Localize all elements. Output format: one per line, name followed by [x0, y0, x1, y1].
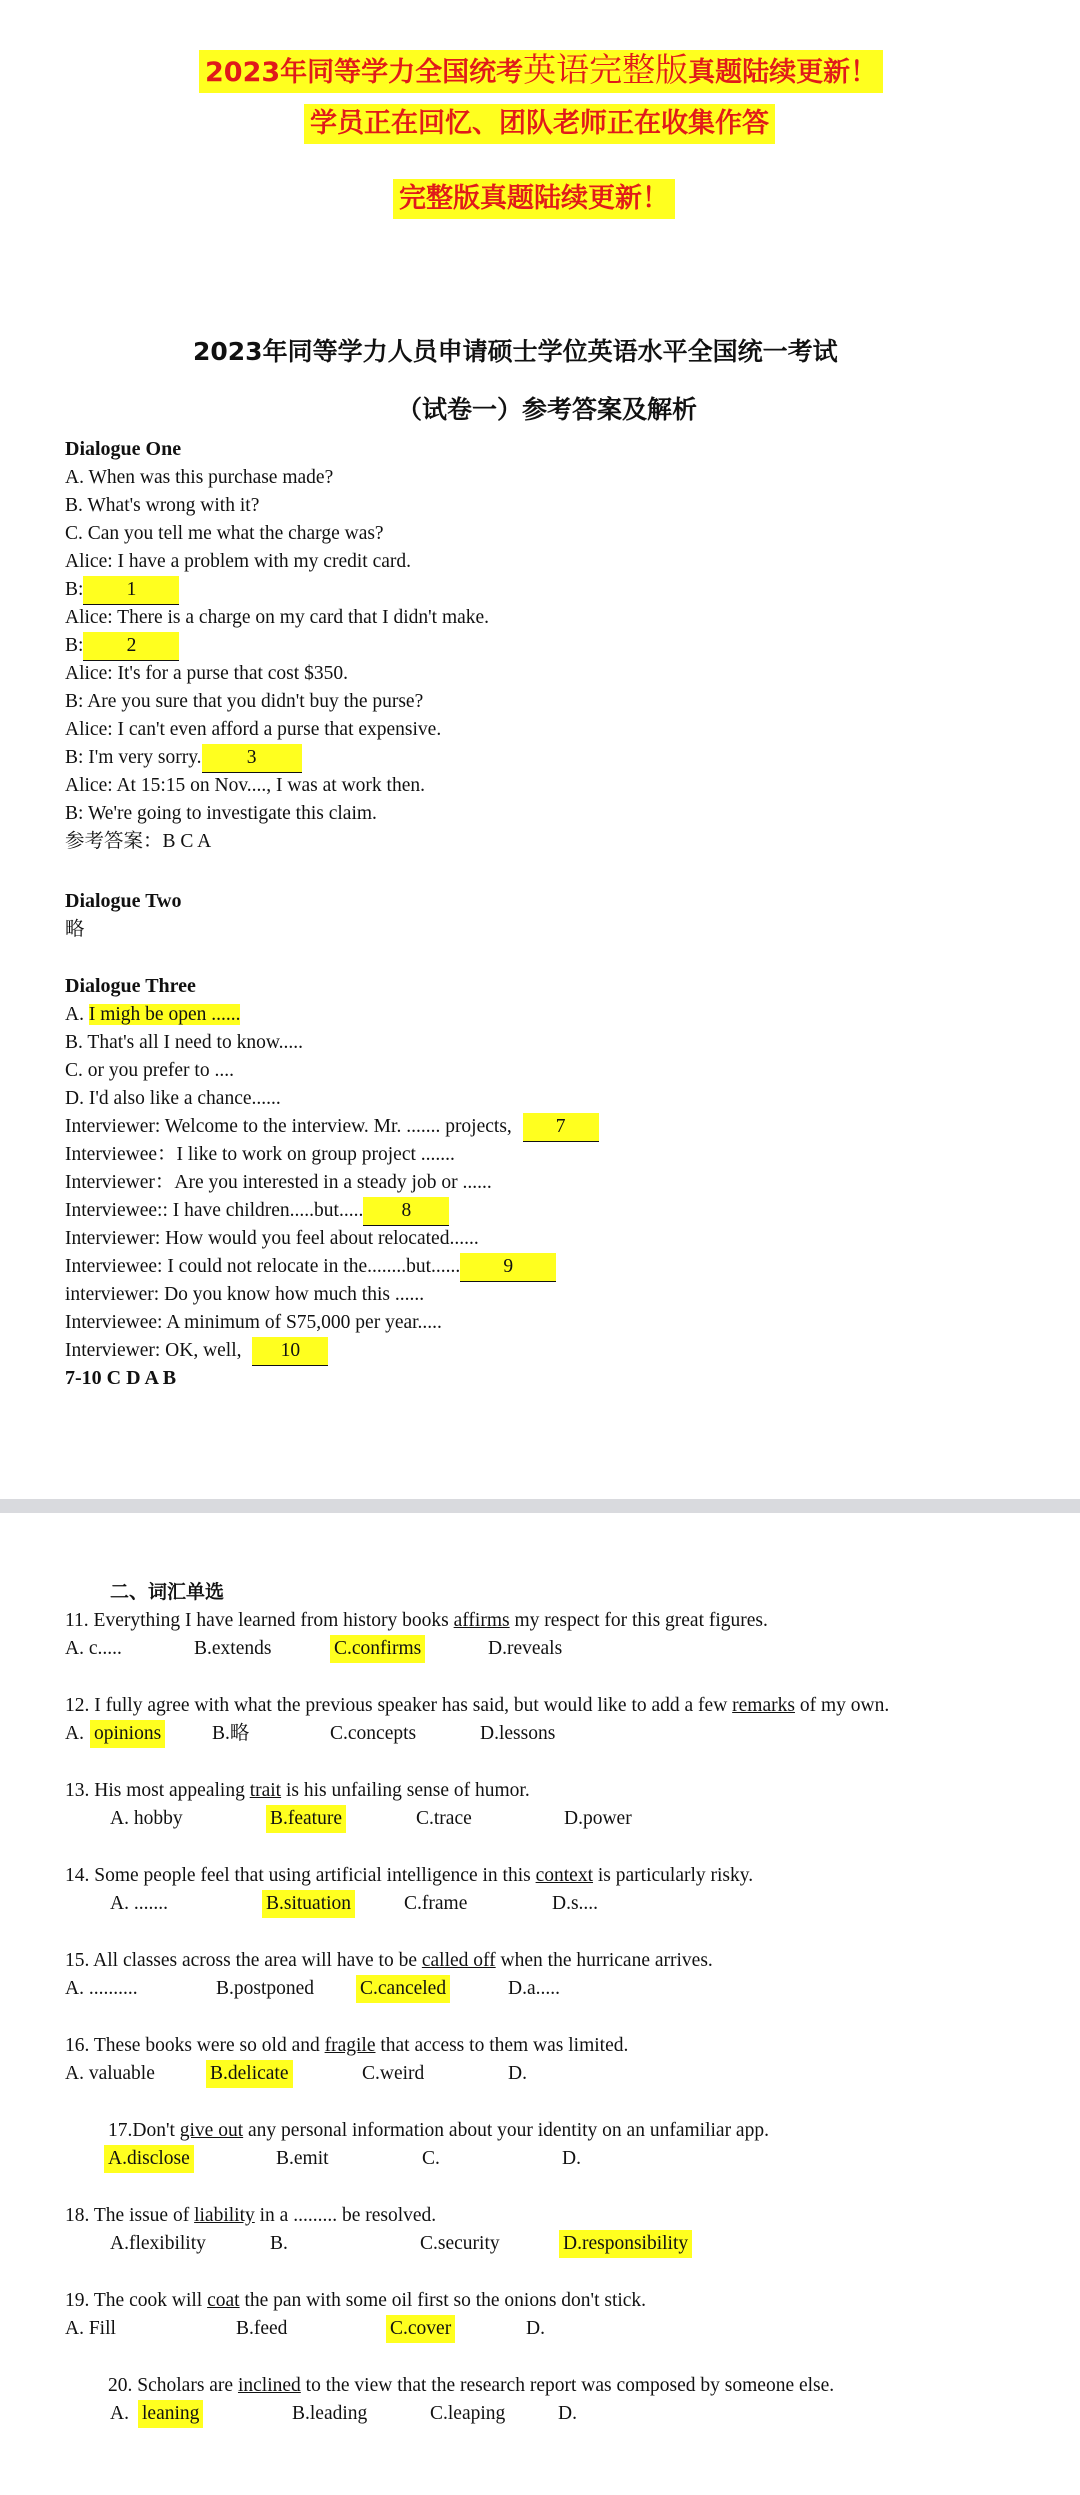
dialogue-three-line [65, 1337, 328, 1366]
question-20: 20. Scholars are inclined to the view that the research report was composed by someone else. [108, 2375, 835, 2396]
question-16: 16. These books were so old and fragile that access to them was limited. [65, 2035, 629, 2056]
dialogue-one-heading: Dialogue One [65, 438, 182, 460]
dialogue-one-line: B: We're going to investigate this claim. [65, 803, 377, 824]
question-15: 15. All classes across the area will have to be called off when the hurricane arrives. [65, 1950, 713, 1971]
speaker-text: B: I'm very sorry. [65, 747, 202, 768]
dialogue-three-heading: Dialogue Three [65, 975, 196, 997]
option-b: B.略 [212, 1723, 250, 1744]
dialogue-three-line [65, 1001, 240, 1029]
vocab-heading: 二、词汇单选 [110, 1581, 225, 1603]
question-12: 12. I fully agree with what the previous speaker has said, but would like to add a few remarks of my own. [65, 1695, 890, 1716]
target-word: trait [249, 1780, 282, 1801]
question-19: 19. The cook will coat the pan with some oil first so the onions don't stick. [65, 2290, 647, 2311]
page-subtitle: （试卷一）参考答案及解析 [397, 395, 698, 424]
dialogue-three-line: interviewer: Do you know how much this ...... [65, 1284, 425, 1305]
option-d: D.lessons [480, 1723, 556, 1744]
dialogue-two-body: 略 [65, 919, 85, 940]
target-word: affirms [453, 1610, 510, 1631]
answer-blank: 3 [202, 744, 302, 773]
dialogue-one-line [65, 576, 179, 605]
dialogue-two-heading: Dialogue Two [65, 890, 182, 912]
dialogue-three-line [65, 1197, 449, 1226]
option-a: A. .......... [65, 1978, 138, 1999]
dialogue-one-line: Alice: There is a charge on my card that I didn't make. [65, 607, 490, 628]
option-b: B.emit [276, 2148, 329, 2169]
banner-line-3: 完整版真题陆续更新！ [393, 179, 675, 219]
dialogue-three-line: Interviewee：I like to work on group project ....... [65, 1144, 455, 1165]
option-a: A. ....... [110, 1893, 168, 1914]
dialogue-one-line [65, 632, 179, 661]
dialogue-three-line [65, 1253, 556, 1282]
dialogue-one-line: Alice: I can't even afford a purse that expensive. [65, 719, 442, 740]
option-a: A. hobby [110, 1808, 183, 1829]
highlighted-option: I migh be open ...... [88, 1004, 241, 1025]
dialogue-one-line: B. What's wrong with it? [65, 495, 260, 516]
option-a-correct: A.disclose [104, 2145, 194, 2173]
dialogue-one-line: Alice: I have a problem with my credit card. [65, 551, 411, 572]
target-word: fragile [324, 2035, 376, 2056]
option-a: A. [110, 2403, 129, 2424]
banner-line-2: 学员正在回忆、团队老师正在收集作答 [304, 104, 775, 144]
option-d: D.s.... [552, 1893, 599, 1914]
option-c-correct: C.confirms [330, 1635, 425, 1663]
banner-line-1-b: 英语完整版 [523, 50, 689, 89]
question-18: 18. The issue of liability in a ......... be resolved. [65, 2205, 437, 2226]
option-a: A. valuable [65, 2063, 155, 2084]
option-b: B.extends [194, 1638, 272, 1659]
option-prefix: A. [65, 1004, 84, 1025]
option-c: C.concepts [330, 1723, 417, 1744]
dialogue-three-line: Interviewer：Are you interested in a steady job or ...... [65, 1172, 492, 1193]
answer-blank: 8 [363, 1197, 449, 1226]
option-c: C.frame [404, 1893, 468, 1914]
page-title: 2023年同等学力人员申请硕士学位英语水平全国统一考试 [193, 337, 838, 366]
banner-line-1 [199, 50, 883, 93]
question-11: 11. Everything I have learned from history books affirms my respect for this great figures. [65, 1610, 768, 1631]
option-a: A. c..... [65, 1638, 122, 1659]
dialogue-one-answer: 参考答案：B C A [65, 831, 212, 852]
option-a-correct: opinions [90, 1720, 165, 1748]
banner-line-1-a: 2023年同等学力全国统考 [205, 57, 524, 88]
option-a-correct: leaning [138, 2400, 203, 2428]
option-b-correct: B.delicate [206, 2060, 293, 2088]
option-a: A.flexibility [110, 2233, 206, 2254]
option-c: C.leaping [430, 2403, 506, 2424]
option-d: D.power [564, 1808, 632, 1829]
target-word: give out [179, 2120, 244, 2141]
option-a: A. [65, 1723, 84, 1744]
dialogue-three-line: B. That's all I need to know..... [65, 1032, 304, 1053]
dialogue-three-line: Interviewer: How would you feel about relocated...... [65, 1228, 479, 1249]
option-c: C. [422, 2148, 440, 2169]
option-d-correct: D.responsibility [559, 2230, 692, 2258]
dialogue-one-line: C. Can you tell me what the charge was? [65, 523, 384, 544]
option-b-correct: B.situation [262, 1890, 355, 1918]
option-c: C.security [420, 2233, 500, 2254]
option-b: B.postponed [216, 1978, 315, 1999]
dialogue-three-line [65, 1113, 599, 1142]
dialogue-three-line: C. or you prefer to .... [65, 1060, 234, 1081]
answer-blank: 10 [252, 1337, 328, 1366]
target-word: coat [207, 2290, 240, 2311]
option-d: D. [558, 2403, 577, 2424]
target-word: liability [194, 2205, 255, 2226]
option-b-correct: B.feature [266, 1805, 346, 1833]
dialogue-one-line: B: Are you sure that you didn't buy the purse? [65, 691, 424, 712]
answer-blank: 2 [83, 632, 179, 661]
option-d: D. [526, 2318, 545, 2339]
target-word: context [535, 1865, 593, 1886]
answer-blank: 9 [460, 1253, 556, 1282]
answer-blank: 1 [83, 576, 179, 605]
question-17: 17.Don't give out any personal information about your identity on an unfamiliar app. [108, 2120, 769, 2141]
dialogue-three-line: Interviewee: A minimum of S75,000 per year..... [65, 1312, 442, 1333]
option-b: B. [270, 2233, 288, 2254]
speaker-label: B: [65, 579, 84, 600]
option-c: C.weird [362, 2063, 425, 2084]
option-d: D.reveals [488, 1638, 563, 1659]
dialogue-one-line: A. When was this purchase made? [65, 467, 334, 488]
option-c-correct: C.canceled [356, 1975, 450, 2003]
option-a: A. Fill [65, 2318, 116, 2339]
target-word: remarks [732, 1695, 795, 1716]
dialogue-one-line: Alice: It's for a purse that cost $350. [65, 663, 348, 684]
option-d: D. [508, 2063, 527, 2084]
dialogue-one-line [65, 744, 302, 773]
option-c-correct: C.cover [386, 2315, 455, 2343]
line-text: Interviewee: I could not relocate in the........but...... [65, 1256, 461, 1277]
target-word: inclined [237, 2375, 301, 2396]
banner-line-1-c: 真题陆续更新！ [688, 57, 878, 88]
dialogue-three-line: D. I'd also like a chance...... [65, 1088, 281, 1109]
target-word: called off [421, 1950, 496, 1971]
answer-blank: 7 [523, 1113, 599, 1142]
option-d: D.a..... [508, 1978, 560, 1999]
page-separator [0, 1499, 1080, 1513]
option-c: C.trace [416, 1808, 472, 1829]
question-14: 14. Some people feel that using artificial intelligence in this context is particularly risky. [65, 1865, 754, 1886]
question-13: 13. His most appealing trait is his unfailing sense of humor. [65, 1780, 530, 1801]
speaker-label: B: [65, 635, 84, 656]
option-b: B.leading [292, 2403, 368, 2424]
line-text: Interviewee:: I have children.....but..... [65, 1200, 364, 1221]
option-b: B.feed [236, 2318, 288, 2339]
line-text: Interviewer: Welcome to the interview. Mr. ....... projects, [65, 1116, 512, 1137]
line-text: Interviewer: OK, well, [65, 1340, 242, 1361]
dialogue-one-line: Alice: At 15:15 on Nov...., I was at work then. [65, 775, 425, 796]
option-d: D. [562, 2148, 581, 2169]
dialogue-three-answer: 7-10 C D A B [65, 1367, 177, 1389]
